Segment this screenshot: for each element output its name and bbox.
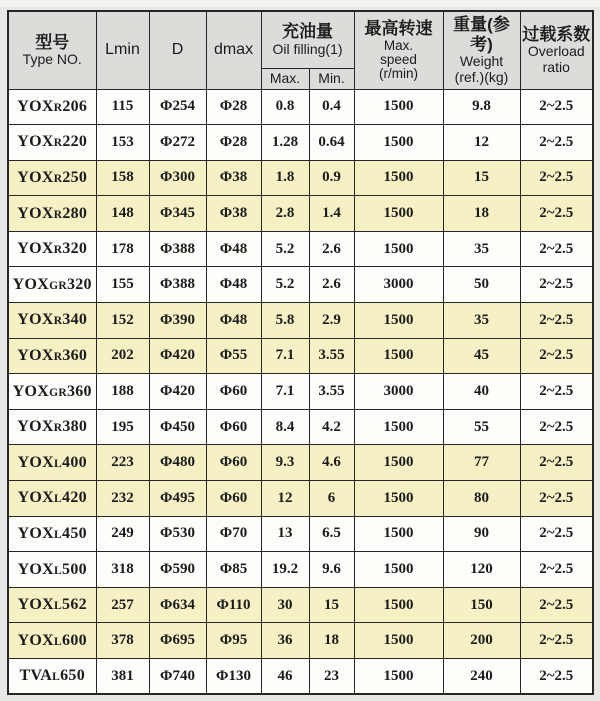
cell-oil_max: 30 (261, 587, 309, 623)
cell-d: Φ530 (149, 516, 206, 552)
cell-oil_min: 0.9 (309, 160, 354, 196)
cell-overload: 2~2.5 (520, 623, 593, 659)
cell-weight: 35 (443, 231, 520, 267)
cell-oil_min: 4.2 (309, 409, 354, 445)
cell-lmin: 318 (96, 552, 149, 588)
cell-overload: 2~2.5 (520, 338, 593, 374)
cell-overload: 2~2.5 (520, 160, 593, 196)
cell-oil_max: 13 (261, 516, 309, 552)
cell-lmin: 223 (96, 445, 149, 481)
table-row (8, 516, 593, 552)
cell-weight: 90 (443, 516, 520, 552)
col-header-oil (261, 11, 354, 68)
cell-dmax: Φ110 (206, 587, 261, 623)
cell-weight: 150 (443, 587, 520, 623)
cell-oil_min: 0.64 (309, 125, 354, 161)
model-part: R (53, 208, 63, 221)
model-part: 450 (62, 524, 87, 542)
cell-lmin: 202 (96, 338, 149, 374)
cell-oil_max: 12 (261, 481, 309, 517)
col-header-model-en: Type NO. (22, 51, 82, 68)
table-row (8, 160, 593, 196)
cell-weight: 12 (443, 125, 520, 161)
model-part: L (54, 528, 63, 541)
col-header-speed-cn: 最高转速 (364, 19, 433, 39)
cell-oil_max: 7.1 (261, 374, 309, 410)
cell-d: Φ345 (149, 196, 206, 232)
col-header-oil-min: Min. (309, 68, 354, 89)
cell-dmax: Φ85 (206, 552, 261, 588)
model-part: YOX (17, 97, 54, 115)
col-header-speed-en3: (r/min) (379, 66, 419, 82)
model-part: YOX (17, 204, 54, 222)
cell-overload: 2~2.5 (520, 196, 593, 232)
cell-overload: 2~2.5 (520, 409, 593, 445)
cell-weight: 15 (443, 160, 520, 196)
table-row (8, 481, 593, 517)
table-row (8, 338, 593, 374)
col-header-weight-cn: 重量(参考) (453, 15, 510, 54)
cell-dmax: Φ55 (206, 338, 261, 374)
cell-oil_max: 1.28 (261, 125, 309, 161)
cell-lmin: 257 (96, 587, 149, 623)
table-row (8, 303, 593, 339)
cell-lmin: 249 (96, 516, 149, 552)
model-part: 320 (66, 275, 92, 293)
cell-weight: 40 (443, 374, 520, 410)
col-header-speed-en1: Max. (383, 37, 414, 53)
model-part: 380 (62, 418, 88, 436)
model-part: R (53, 350, 63, 363)
model-part: 220 (62, 133, 88, 151)
model-part: 206 (62, 97, 88, 115)
cell-dmax: Φ28 (206, 125, 261, 161)
model-part: YOX (17, 524, 55, 542)
model-part: YOX (17, 168, 54, 186)
cell-d: Φ420 (149, 374, 206, 410)
table-row (8, 196, 593, 232)
cell-speed: 1500 (354, 445, 443, 481)
model-part: YOX (17, 133, 54, 151)
cell-lmin: 188 (96, 374, 149, 410)
cell-dmax: Φ48 (206, 231, 261, 267)
cell-lmin: 152 (96, 303, 149, 339)
cell-model (8, 587, 96, 623)
cell-weight: 80 (443, 481, 520, 517)
cell-weight: 45 (443, 338, 520, 374)
table-row (8, 552, 593, 588)
model-part: YOX (17, 240, 54, 258)
model-part: YOX (17, 489, 55, 507)
model-part: GR (49, 279, 67, 292)
cell-oil_max: 8.4 (261, 409, 309, 445)
cell-model (8, 231, 96, 267)
cell-oil_max: 7.1 (261, 338, 309, 374)
model-part: YOX (17, 596, 55, 614)
cell-d: Φ590 (149, 552, 206, 588)
model-part: YOX (12, 275, 50, 293)
col-header-weight (443, 11, 520, 89)
model-part: 562 (62, 596, 87, 614)
model-part: L (54, 457, 63, 470)
cell-overload: 2~2.5 (520, 445, 593, 481)
cell-dmax: Φ60 (206, 409, 261, 445)
cell-model (8, 445, 96, 481)
cell-d: Φ390 (149, 303, 206, 339)
cell-speed: 1500 (354, 89, 443, 125)
cell-oil_min: 9.6 (309, 552, 354, 588)
cell-oil_min: 3.55 (309, 374, 354, 410)
cell-oil_max: 46 (261, 659, 309, 695)
model-part: YOX (17, 560, 55, 578)
cell-speed: 1500 (354, 338, 443, 374)
cell-model (8, 267, 96, 303)
cell-model (8, 516, 96, 552)
cell-d: Φ480 (149, 445, 206, 481)
model-part: L (52, 671, 61, 684)
cell-d: Φ388 (149, 267, 206, 303)
model-part: GR (49, 386, 67, 399)
cell-model (8, 552, 96, 588)
model-part: L (54, 600, 63, 613)
cell-dmax: Φ48 (206, 267, 261, 303)
cell-speed: 1500 (354, 587, 443, 623)
cell-model (8, 89, 96, 125)
cell-lmin: 195 (96, 409, 149, 445)
cell-oil_max: 19.2 (261, 552, 309, 588)
cell-oil_max: 36 (261, 623, 309, 659)
cell-speed: 3000 (354, 267, 443, 303)
cell-d: Φ450 (149, 409, 206, 445)
table-row (8, 374, 593, 410)
table-header (8, 11, 593, 89)
cell-weight: 77 (443, 445, 520, 481)
cell-lmin: 378 (96, 623, 149, 659)
cell-overload: 2~2.5 (520, 231, 593, 267)
model-part: YOX (17, 453, 55, 471)
model-part: 340 (62, 311, 88, 329)
cell-dmax: Φ95 (206, 623, 261, 659)
model-part: L (54, 564, 63, 577)
cell-d: Φ495 (149, 481, 206, 517)
model-part: R (53, 137, 63, 150)
cell-overload: 2~2.5 (520, 303, 593, 339)
model-part: TVA (19, 667, 53, 685)
cell-oil_max: 5.2 (261, 267, 309, 303)
cell-lmin: 155 (96, 267, 149, 303)
cell-oil_min: 2.9 (309, 303, 354, 339)
cell-oil_max: 5.8 (261, 303, 309, 339)
model-part: R (53, 172, 63, 185)
cell-model (8, 481, 96, 517)
cell-lmin: 115 (96, 89, 149, 125)
cell-overload: 2~2.5 (520, 552, 593, 588)
table-row (8, 267, 593, 303)
cell-speed: 1500 (354, 125, 443, 161)
cell-oil_max: 5.2 (261, 231, 309, 267)
cell-model (8, 125, 96, 161)
table-row (8, 409, 593, 445)
cell-model (8, 623, 96, 659)
cell-speed: 1500 (354, 516, 443, 552)
scan-edge-strip (0, 0, 600, 7)
cell-speed: 1500 (354, 303, 443, 339)
cell-speed: 1500 (354, 552, 443, 588)
cell-weight: 9.8 (443, 89, 520, 125)
cell-oil_min: 2.6 (309, 231, 354, 267)
model-part: L (54, 493, 63, 506)
cell-model (8, 196, 96, 232)
cell-oil_max: 1.8 (261, 160, 309, 196)
cell-model (8, 160, 96, 196)
cell-d: Φ272 (149, 125, 206, 161)
cell-speed: 1500 (354, 196, 443, 232)
cell-weight: 55 (443, 409, 520, 445)
table-row (8, 89, 593, 125)
table-row (8, 231, 593, 267)
cell-lmin: 178 (96, 231, 149, 267)
model-part: YOX (17, 311, 54, 329)
cell-dmax: Φ48 (206, 303, 261, 339)
cell-oil_min: 1.4 (309, 196, 354, 232)
col-header-overload-en1: Overload (527, 43, 585, 60)
col-header-overload-en2: ratio (542, 59, 570, 76)
cell-dmax: Φ38 (206, 160, 261, 196)
cell-oil_min: 6 (309, 481, 354, 517)
table-row (8, 125, 593, 161)
model-part: 250 (62, 168, 88, 186)
cell-dmax: Φ70 (206, 516, 261, 552)
coupling-spec-table (7, 10, 594, 695)
model-part: L (54, 635, 63, 648)
cell-dmax: Φ60 (206, 481, 261, 517)
col-header-overload-cn: 过载系数 (522, 24, 591, 44)
cell-overload: 2~2.5 (520, 481, 593, 517)
cell-weight: 18 (443, 196, 520, 232)
col-header-oil-max: Max. (261, 68, 309, 89)
model-part: 360 (62, 346, 88, 364)
cell-overload: 2~2.5 (520, 516, 593, 552)
model-part: R (53, 244, 63, 257)
model-part: R (53, 315, 63, 328)
cell-dmax: Φ60 (206, 374, 261, 410)
cell-speed: 1500 (354, 623, 443, 659)
model-part: YOX (17, 418, 54, 436)
model-part: 500 (62, 560, 87, 578)
cell-model (8, 659, 96, 695)
cell-overload: 2~2.5 (520, 587, 593, 623)
cell-weight: 35 (443, 303, 520, 339)
table-row (8, 659, 593, 695)
col-header-speed (354, 11, 443, 89)
cell-d: Φ740 (149, 659, 206, 695)
cell-oil_max: 0.8 (261, 89, 309, 125)
col-header-model (8, 11, 96, 89)
cell-oil_min: 2.6 (309, 267, 354, 303)
cell-oil_min: 23 (309, 659, 354, 695)
table-row (8, 623, 593, 659)
col-header-dmax: dmax (206, 11, 261, 89)
cell-weight: 50 (443, 267, 520, 303)
cell-d: Φ695 (149, 623, 206, 659)
col-header-weight-en2: (ref.)(kg) (454, 68, 509, 85)
cell-model (8, 303, 96, 339)
cell-weight: 240 (443, 659, 520, 695)
cell-lmin: 158 (96, 160, 149, 196)
model-part: R (53, 422, 63, 435)
cell-speed: 1500 (354, 409, 443, 445)
cell-model (8, 409, 96, 445)
cell-oil_max: 2.8 (261, 196, 309, 232)
cell-overload: 2~2.5 (520, 125, 593, 161)
cell-speed: 1500 (354, 231, 443, 267)
cell-speed: 3000 (354, 374, 443, 410)
col-header-model-cn: 型号 (35, 32, 70, 52)
col-header-weight-en1: Weight (459, 53, 504, 70)
cell-overload: 2~2.5 (520, 374, 593, 410)
model-part: 280 (62, 204, 88, 222)
cell-d: Φ254 (149, 89, 206, 125)
model-part: YOX (17, 346, 54, 364)
cell-oil_min: 3.55 (309, 338, 354, 374)
cell-speed: 1500 (354, 659, 443, 695)
cell-oil_min: 4.6 (309, 445, 354, 481)
cell-oil_min: 6.5 (309, 516, 354, 552)
cell-model (8, 338, 96, 374)
model-part: R (53, 101, 63, 114)
cell-weight: 200 (443, 623, 520, 659)
col-header-overload (520, 11, 593, 89)
model-part: 600 (62, 631, 87, 649)
model-part: YOX (12, 382, 50, 400)
col-header-oil-en: Oil filling(1) (272, 40, 343, 57)
cell-d: Φ300 (149, 160, 206, 196)
table-row (8, 445, 593, 481)
col-header-speed-en2: speed (380, 51, 417, 67)
cell-lmin: 148 (96, 196, 149, 232)
cell-lmin: 381 (96, 659, 149, 695)
col-header-lmin: Lmin (96, 11, 149, 89)
cell-dmax: Φ60 (206, 445, 261, 481)
cell-d: Φ420 (149, 338, 206, 374)
cell-oil_min: 0.4 (309, 89, 354, 125)
cell-speed: 1500 (354, 160, 443, 196)
col-header-oil-cn: 充油量 (282, 22, 333, 42)
cell-weight: 120 (443, 552, 520, 588)
table-row (8, 587, 593, 623)
cell-lmin: 153 (96, 125, 149, 161)
cell-oil_max: 9.3 (261, 445, 309, 481)
cell-dmax: Φ28 (206, 89, 261, 125)
cell-oil_min: 15 (309, 587, 354, 623)
cell-model (8, 374, 96, 410)
cell-d: Φ388 (149, 231, 206, 267)
cell-dmax: Φ38 (206, 196, 261, 232)
model-part: 400 (62, 453, 87, 471)
cell-dmax: Φ130 (206, 659, 261, 695)
col-header-d: D (149, 11, 206, 89)
cell-overload: 2~2.5 (520, 89, 593, 125)
model-part: 320 (62, 240, 88, 258)
cell-overload: 2~2.5 (520, 267, 593, 303)
model-part: YOX (17, 631, 55, 649)
cell-overload: 2~2.5 (520, 659, 593, 695)
cell-speed: 1500 (354, 481, 443, 517)
cell-d: Φ634 (149, 587, 206, 623)
table-body (8, 89, 593, 694)
model-part: 650 (60, 667, 85, 685)
cell-oil_min: 18 (309, 623, 354, 659)
model-part: 360 (66, 382, 92, 400)
model-part: 420 (62, 489, 87, 507)
cell-lmin: 232 (96, 481, 149, 517)
